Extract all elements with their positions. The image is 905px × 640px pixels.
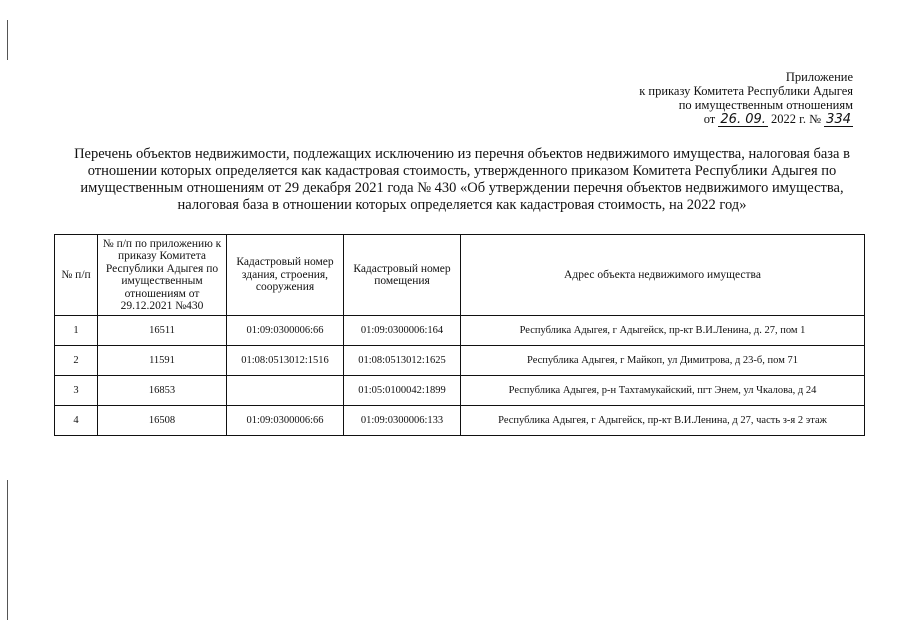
table-cell: Республика Адыгея, г Адыгейск, пр-кт В.И.Ленина, д. 27, пом 1: [461, 316, 865, 346]
document-title: Перечень объектов недвижимости, подлежащих исключению из перечня объектов недвижимого имущества, налоговая база в отношении которых определяется как кадастровая стоимость, утвержденного приказом Комитета Республики Адыгея по имущественным отношениям от 29 декабря 2021 года № 430 «Об утверждении перечня объектов недвижимого имущества, налоговая база в отношении которых определяется как кадастровая стоимость, на 2022 год»: [74, 146, 850, 213]
table-cell: 16853: [98, 376, 227, 406]
appendix-date-line: [639, 112, 853, 127]
table-row: [55, 376, 865, 406]
table-cell: 16508: [98, 406, 227, 436]
table-cell: 16511: [98, 316, 227, 346]
margin-mark: [7, 20, 8, 60]
table-row: [55, 316, 865, 346]
table-cell: Республика Адыгея, г Адыгейск, пр-кт В.И.Ленина, д 27, часть з-я 2 этаж: [461, 406, 865, 436]
header-cell: Кадастровый номер здания, строения, сооружения: [227, 235, 344, 316]
order-number-handwritten: 334: [826, 112, 851, 127]
table-cell: 3: [55, 376, 98, 406]
table-header-row: [55, 235, 865, 316]
table-row: [55, 346, 865, 376]
table-cell: Республика Адыгея, г Майкоп, ул Димитрова, д 23-б, пом 71: [461, 346, 865, 376]
date-prefix: от: [703, 112, 716, 126]
header-cell: № п/п: [55, 235, 98, 316]
table-cell: 4: [55, 406, 98, 436]
table-cell: 01:08:0513012:1516: [227, 346, 344, 376]
table-cell: 01:09:0300006:133: [344, 406, 461, 436]
table-cell: 01:08:0513012:1625: [344, 346, 461, 376]
margin-mark: [7, 480, 8, 620]
table-cell: [227, 376, 344, 406]
table-cell: 11591: [98, 346, 227, 376]
table-cell: 01:09:0300006:66: [227, 316, 344, 346]
table-cell: 1: [55, 316, 98, 346]
table-cell: 01:09:0300006:164: [344, 316, 461, 346]
appendix-line: к приказу Комитета Республики Адыгея: [639, 84, 853, 98]
header-cell: № п/п по приложению к приказу Комитета Республики Адыгея по имущественным отношениям от 29.12.2021 №430: [98, 235, 227, 316]
table-cell: 01:05:0100042:1899: [344, 376, 461, 406]
objects-table: [54, 234, 865, 436]
table-cell: Республика Адыгея, р-н Тахтамукайский, пгт Энем, ул Чкалова, д 24: [461, 376, 865, 406]
appendix-block: [639, 70, 853, 127]
header-cell: Адрес объекта недвижимого имущества: [461, 235, 865, 316]
date-year: 2022 г. №: [771, 112, 822, 126]
table-cell: 2: [55, 346, 98, 376]
table-row: [55, 406, 865, 436]
header-cell: Кадастровый номер помещения: [344, 235, 461, 316]
date-handwritten: 26. 09.: [720, 112, 766, 127]
appendix-line: Приложение: [785, 70, 853, 84]
table-cell: 01:09:0300006:66: [227, 406, 344, 436]
appendix-line: по имущественным отношениям: [678, 98, 853, 112]
